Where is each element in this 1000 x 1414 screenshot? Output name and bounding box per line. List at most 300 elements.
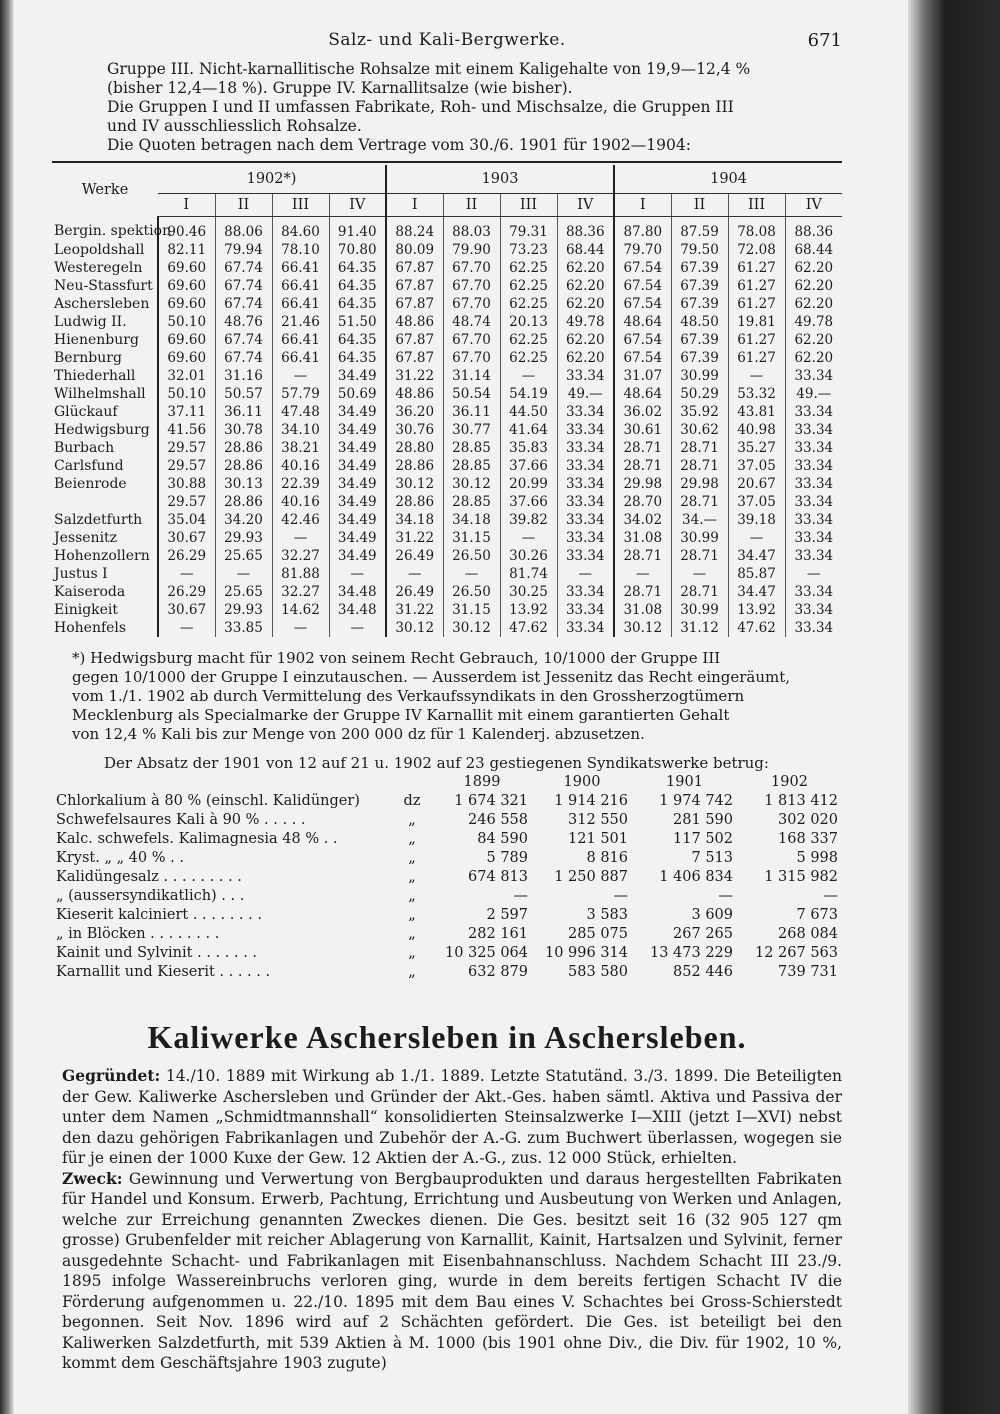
- page-number: 671: [807, 30, 842, 51]
- sales-value: 739 731: [778, 963, 838, 980]
- werk-name: Wilhelmshall: [54, 385, 146, 402]
- quota-value: 87.80: [614, 217, 671, 242]
- running-title: Salz- und Kali-Bergwerke.: [328, 30, 566, 50]
- quota-value: 34.49: [329, 547, 386, 565]
- sales-label: Kryst. „ „ 40 % . .: [56, 849, 184, 866]
- quota-value: —: [500, 367, 557, 385]
- werk-name: Ludwig II.: [54, 313, 127, 330]
- quota-value: 37.66: [500, 457, 557, 475]
- quota-value: 61.27: [728, 259, 785, 277]
- quota-value: 69.60: [158, 331, 215, 349]
- quota-value: 33.34: [785, 439, 842, 457]
- quota-value: 34.49: [329, 475, 386, 493]
- sales-year: 1902: [771, 773, 808, 790]
- quota-row: [52, 367, 842, 385]
- founded-text: 14./10. 1889 mit Wirkung ab 1./1. 1889. Letzte Statutänd. 3./3. 1899. Die Beteiligten der Gew. Kaliwerke Aschersleben und Gründer der Akt.-Ges. haben sämtl. Aktiva und Passiva der unter dem Namen „Schmidtmannshall“ konsolidierten Steinsalzwerke I—XIII (jetzt I—XVI) nebst den dazu gehörigen Fabrikanlagen und Zubehör der A.-G. zum Buchwert überlassen, wogegen sie für je einen der 1000 Kuxe der Gew. 12 Aktien der A.-G., zus. 12 000 Stück, erhielten.: [62, 1067, 842, 1167]
- quota-value: 34.—: [671, 511, 728, 529]
- quota-value: 79.31: [500, 217, 557, 242]
- quota-value: 33.34: [557, 547, 614, 565]
- quota-table: [52, 165, 842, 637]
- quota-value: 31.12: [671, 619, 728, 637]
- sales-unit: „: [408, 811, 416, 828]
- quota-value: 32.01: [158, 367, 215, 385]
- sales-row: [52, 962, 842, 981]
- quota-value: 67.74: [215, 259, 272, 277]
- quota-value: 49.—: [785, 385, 842, 403]
- footnote-line: Mecklenburg als Specialmarke der Gruppe IV Karnallit mit einem garantierten Gehalt: [72, 706, 730, 724]
- quota-value: 30.78: [215, 421, 272, 439]
- sales-row: [52, 943, 842, 962]
- sales-value: —: [718, 887, 733, 904]
- quota-value: 88.36: [785, 217, 842, 242]
- sales-value: 852 446: [673, 963, 733, 980]
- quota-value: 31.08: [614, 601, 671, 619]
- sales-year: 1900: [563, 773, 601, 790]
- sales-value: 267 265: [673, 925, 733, 942]
- quota-value: 30.25: [500, 583, 557, 601]
- sales-value: 3 583: [586, 906, 628, 923]
- quota-value: 66.41: [272, 331, 329, 349]
- sales-year: 1899: [463, 773, 501, 790]
- intro-line: und IV ausschliesslich Rohsalze.: [107, 117, 362, 135]
- sales-label: Schwefelsaures Kali à 90 % . . . . .: [56, 811, 306, 828]
- quota-value: —: [671, 565, 728, 583]
- quota-value: 62.20: [785, 277, 842, 295]
- quota-value: 30.76: [386, 421, 443, 439]
- quota-value: 34.49: [329, 403, 386, 421]
- quota-value: 79.94: [215, 241, 272, 259]
- quota-row: [52, 547, 842, 565]
- quota-value: 53.32: [728, 385, 785, 403]
- quota-value: 62.20: [785, 331, 842, 349]
- quota-value: 30.99: [671, 529, 728, 547]
- quota-value: 31.15: [443, 529, 500, 547]
- quota-value: 33.34: [557, 511, 614, 529]
- quota-value: 32.27: [272, 583, 329, 601]
- quota-row: [52, 421, 842, 439]
- quota-row: [52, 457, 842, 475]
- sales-label: Kalidüngesalz . . . . . . . . .: [56, 868, 242, 885]
- quota-value: 31.14: [443, 367, 500, 385]
- quota-value: 67.70: [443, 331, 500, 349]
- purpose-text: Gewinnung und Verwertung von Bergbauprodukten und daraus hergestellten Fabrikaten für Handel und Konsum. Erwerb, Pachtung, Errichtung und Ausbeutung von Werken und Anlagen, welche zur Erreichung genannten Zweckes dienen. Die Ges. besitzt seit 16 (32 905 127 qm grosse) Grubenfelder mit reicher Ablagerung von Karnallit, Kainit, Hartsalzen und Sylvinit, ferner ausgedehnte Schacht- und Fabrikanlagen mit Eisenbahnanschluss. Nachdem Schacht III 23./9. 1895 infolge Wassereinbruchs verloren ging, wurde in dem bereits fertigen Schacht IV die Förderung aufgenommen u. 22./10. 1895 mit dem Bau eines V. Schachtes bei Gross-Schierstedt begonnen. Seit Nov. 1896 wird auf 2 Schächten gefördert. Die Ges. ist beteiligt bei den Kaliwerken Salzdetfurth, mit 539 Aktien à M. 1000 (bis 1901 ohne Div., die Div. für 1902, 10 %, kommt dem Geschäftsjahre 1903 zugute): [62, 1169, 842, 1372]
- quota-value: 51.50: [329, 313, 386, 331]
- quota-value: 33.34: [557, 439, 614, 457]
- sales-unit: „: [408, 906, 416, 923]
- quota-value: 35.92: [671, 403, 728, 421]
- sales-value: 1 315 982: [764, 868, 838, 885]
- quota-value: 62.20: [557, 277, 614, 295]
- quota-value: 31.08: [614, 529, 671, 547]
- quota-value: 33.34: [785, 457, 842, 475]
- quota-value: 29.93: [215, 601, 272, 619]
- sales-unit: „: [408, 849, 416, 866]
- quota-value: 78.08: [728, 217, 785, 242]
- quota-value: 50.69: [329, 385, 386, 403]
- quota-value: 47.48: [272, 403, 329, 421]
- quota-value: 54.19: [500, 385, 557, 403]
- quota-value: 25.65: [215, 583, 272, 601]
- quota-value: 36.20: [386, 403, 443, 421]
- quota-row: [52, 331, 842, 349]
- werk-name: Einigkeit: [54, 601, 119, 618]
- quota-value: 36.11: [215, 403, 272, 421]
- quota-value: 67.87: [386, 277, 443, 295]
- quota-value: 19.81: [728, 313, 785, 331]
- quota-value: 28.71: [671, 547, 728, 565]
- sales-value: 121 501: [568, 830, 628, 847]
- quota-value: 30.26: [500, 547, 557, 565]
- quota-value: 34.18: [386, 511, 443, 529]
- quota-value: 50.57: [215, 385, 272, 403]
- quota-value: 30.99: [671, 601, 728, 619]
- quota-value: 91.40: [329, 217, 386, 242]
- quota-row: [52, 493, 842, 511]
- quota-row: [52, 385, 842, 403]
- quota-row: [52, 217, 842, 242]
- quota-value: 31.22: [386, 601, 443, 619]
- quota-value: 34.47: [728, 547, 785, 565]
- quota-row: [52, 349, 842, 367]
- group-header: II: [443, 194, 500, 217]
- quota-value: 64.35: [329, 259, 386, 277]
- group-header: II: [671, 194, 728, 217]
- werk-name: Thiederhall: [54, 367, 136, 384]
- quota-row: [52, 583, 842, 601]
- quota-value: 29.57: [158, 457, 215, 475]
- sales-row: [52, 848, 842, 867]
- quota-value: 29.98: [614, 475, 671, 493]
- quota-value: 26.49: [386, 547, 443, 565]
- quota-value: 90.46: [158, 217, 215, 242]
- quota-value: 81.88: [272, 565, 329, 583]
- quota-row: [52, 601, 842, 619]
- quota-value: 34.49: [329, 421, 386, 439]
- quota-value: 67.70: [443, 295, 500, 313]
- running-head: [52, 30, 842, 60]
- quota-value: 48.74: [443, 313, 500, 331]
- quota-value: 31.15: [443, 601, 500, 619]
- quota-value: 47.62: [728, 619, 785, 637]
- footnote-line: von 12,4 % Kali bis zur Menge von 200 000 dz für 1 Kalenderj. abzusetzen.: [72, 725, 645, 743]
- quota-row: [52, 403, 842, 421]
- sales-unit: „: [408, 925, 416, 942]
- quota-value: 69.60: [158, 259, 215, 277]
- quota-value: —: [386, 565, 443, 583]
- quota-value: 34.18: [443, 511, 500, 529]
- quota-value: 48.76: [215, 313, 272, 331]
- sales-table: [52, 772, 842, 981]
- quota-value: 29.93: [215, 529, 272, 547]
- sales-value: —: [513, 887, 528, 904]
- quota-value: 28.71: [614, 547, 671, 565]
- quota-value: 33.34: [557, 475, 614, 493]
- quota-value: 30.88: [158, 475, 215, 493]
- group-header: IV: [785, 194, 842, 217]
- quota-value: 67.87: [386, 295, 443, 313]
- quota-value: 26.29: [158, 547, 215, 565]
- quota-value: 34.49: [329, 457, 386, 475]
- quota-value: 66.41: [272, 349, 329, 367]
- quota-value: 20.67: [728, 475, 785, 493]
- divider: [52, 161, 842, 163]
- page: [52, 30, 842, 1374]
- quota-value: 49.78: [557, 313, 614, 331]
- quota-value: 33.34: [785, 547, 842, 565]
- quota-row: [52, 619, 842, 637]
- quota-value: 67.87: [386, 331, 443, 349]
- quota-value: 33.85: [215, 619, 272, 637]
- quota-value: 68.44: [785, 241, 842, 259]
- quota-value: 67.74: [215, 331, 272, 349]
- sales-value: 1 250 887: [554, 868, 628, 885]
- sales-unit: „: [408, 830, 416, 847]
- sales-value: 10 996 314: [544, 944, 628, 961]
- quota-value: —: [785, 565, 842, 583]
- quota-value: 49.—: [557, 385, 614, 403]
- quota-value: 62.20: [557, 295, 614, 313]
- quota-value: 33.34: [785, 601, 842, 619]
- sales-value: 285 075: [568, 925, 628, 942]
- werk-name: Kaiseroda: [54, 583, 126, 600]
- quota-value: 64.35: [329, 331, 386, 349]
- quota-value: 34.02: [614, 511, 671, 529]
- quota-value: 26.50: [443, 547, 500, 565]
- quota-value: 31.22: [386, 367, 443, 385]
- quota-value: 29.57: [158, 493, 215, 511]
- quota-value: 20.13: [500, 313, 557, 331]
- quota-value: 62.25: [500, 277, 557, 295]
- quota-value: 37.66: [500, 493, 557, 511]
- werk-name: Neu-Stassfurt: [54, 277, 153, 294]
- sales-row: [52, 791, 842, 810]
- quota-value: 28.71: [671, 439, 728, 457]
- sales-value: 282 161: [468, 925, 528, 942]
- quota-value: 67.39: [671, 349, 728, 367]
- quota-row: [52, 511, 842, 529]
- quota-value: 67.70: [443, 277, 500, 295]
- quota-value: 69.60: [158, 277, 215, 295]
- quota-value: 81.74: [500, 565, 557, 583]
- werk-name: Jessenitz: [54, 529, 118, 546]
- group-header: IV: [557, 194, 614, 217]
- quota-value: 33.34: [557, 583, 614, 601]
- footnote-line: vom 1./1. 1902 ab durch Vermittelung des Verkaufssyndikats in den Grossherzogtümern: [72, 687, 745, 705]
- intro-line: Die Gruppen I und II umfassen Fabrikate, Roh- und Mischsalze, die Gruppen III: [107, 98, 734, 116]
- quota-value: —: [329, 619, 386, 637]
- quota-value: 33.34: [785, 619, 842, 637]
- werk-name: Bergin. spektion: [54, 223, 172, 240]
- sales-value: 1 674 321: [454, 792, 528, 809]
- quota-value: 28.86: [215, 493, 272, 511]
- quota-value: 67.74: [215, 349, 272, 367]
- quota-row: [52, 439, 842, 457]
- quota-value: 48.50: [671, 313, 728, 331]
- werk-name: Hohenfels: [54, 619, 127, 636]
- quota-value: 62.20: [785, 349, 842, 367]
- quota-value: —: [272, 529, 329, 547]
- quota-value: 30.12: [614, 619, 671, 637]
- quota-value: 67.54: [614, 349, 671, 367]
- quota-value: —: [158, 619, 215, 637]
- sales-value: 10 325 064: [444, 944, 528, 961]
- quota-value: —: [272, 619, 329, 637]
- sales-year: 1901: [666, 773, 703, 790]
- quota-value: 31.22: [386, 529, 443, 547]
- quota-value: 35.83: [500, 439, 557, 457]
- quota-value: 26.49: [386, 583, 443, 601]
- werk-name: Salzdetfurth: [54, 511, 143, 528]
- quota-row: [52, 475, 842, 493]
- quota-value: 67.74: [215, 277, 272, 295]
- werk-name: Hedwigsburg: [54, 421, 150, 438]
- sales-value: 5 789: [486, 849, 528, 866]
- quota-value: 33.34: [557, 421, 614, 439]
- sales-value: 117 502: [673, 830, 733, 847]
- quota-value: 33.34: [557, 619, 614, 637]
- sales-value: 7 673: [796, 906, 838, 923]
- quota-value: 34.48: [329, 601, 386, 619]
- quota-value: 34.20: [215, 511, 272, 529]
- quota-value: 72.08: [728, 241, 785, 259]
- quota-value: 48.86: [386, 385, 443, 403]
- year-header: 1902*): [246, 170, 297, 187]
- founded-label: Gegründet:: [62, 1066, 161, 1085]
- werk-name: Carlsfund: [54, 457, 124, 474]
- quota-value: 67.87: [386, 349, 443, 367]
- quota-value: 82.11: [158, 241, 215, 259]
- werk-name: Justus I: [54, 565, 108, 582]
- quota-value: 69.60: [158, 349, 215, 367]
- quota-value: 37.05: [728, 457, 785, 475]
- quota-value: 44.50: [500, 403, 557, 421]
- company-heading: Kaliwerke Aschersleben in Aschersleben.: [147, 1019, 747, 1055]
- quota-value: 28.71: [614, 457, 671, 475]
- quota-value: 62.20: [557, 331, 614, 349]
- purpose-label: Zweck:: [62, 1168, 123, 1188]
- quota-value: 28.85: [443, 493, 500, 511]
- quota-value: 34.49: [329, 493, 386, 511]
- quota-value: 88.36: [557, 217, 614, 242]
- quota-value: 30.99: [671, 367, 728, 385]
- quota-value: 48.64: [614, 385, 671, 403]
- sales-value: 281 590: [673, 811, 733, 828]
- sales-value: 246 558: [468, 811, 528, 828]
- quota-value: 39.82: [500, 511, 557, 529]
- quota-value: 34.48: [329, 583, 386, 601]
- quota-value: 35.27: [728, 439, 785, 457]
- sales-value: 5 998: [796, 849, 838, 866]
- quota-value: 30.12: [386, 619, 443, 637]
- quota-value: 32.27: [272, 547, 329, 565]
- quota-value: 37.11: [158, 403, 215, 421]
- intro-text: [52, 60, 842, 155]
- quota-value: 69.60: [158, 295, 215, 313]
- quota-value: 30.12: [386, 475, 443, 493]
- quota-value: 61.27: [728, 277, 785, 295]
- quota-value: 28.71: [671, 457, 728, 475]
- sales-year-row: [52, 772, 842, 791]
- quota-value: 33.34: [785, 421, 842, 439]
- quota-value: 40.98: [728, 421, 785, 439]
- sales-label: „ (aussersyndikatlich) . . .: [56, 887, 245, 904]
- quota-value: 62.20: [785, 259, 842, 277]
- quota-value: 34.49: [329, 367, 386, 385]
- quota-value: 67.39: [671, 331, 728, 349]
- quota-value: 62.20: [557, 259, 614, 277]
- werk-name: Beienrode: [54, 475, 127, 492]
- sales-unit: „: [408, 944, 416, 961]
- sales-row: [52, 867, 842, 886]
- quota-value: 85.87: [728, 565, 785, 583]
- quota-value: 28.86: [386, 457, 443, 475]
- sales-value: 8 816: [586, 849, 628, 866]
- quota-value: 22.39: [272, 475, 329, 493]
- quota-value: 26.50: [443, 583, 500, 601]
- sales-row: [52, 924, 842, 943]
- sales-unit: dz: [403, 792, 421, 809]
- sales-row: [52, 810, 842, 829]
- quota-value: 64.35: [329, 349, 386, 367]
- quota-value: —: [272, 367, 329, 385]
- quota-value: 67.39: [671, 259, 728, 277]
- founded-paragraph: [62, 1066, 842, 1169]
- quota-value: —: [728, 367, 785, 385]
- sales-value: 632 879: [468, 963, 528, 980]
- quota-value: 36.11: [443, 403, 500, 421]
- quota-value: 29.57: [158, 439, 215, 457]
- purpose-paragraph: [62, 1169, 842, 1374]
- quota-value: 57.79: [272, 385, 329, 403]
- quota-value: 50.29: [671, 385, 728, 403]
- quota-value: 62.25: [500, 295, 557, 313]
- quota-value: 33.34: [557, 529, 614, 547]
- quota-value: 48.86: [386, 313, 443, 331]
- quota-value: 47.62: [500, 619, 557, 637]
- quota-value: 67.54: [614, 331, 671, 349]
- quota-value: 30.67: [158, 601, 215, 619]
- sales-unit: „: [408, 887, 416, 904]
- quota-value: 30.62: [671, 421, 728, 439]
- quota-value: 73.23: [500, 241, 557, 259]
- quota-value: 67.70: [443, 259, 500, 277]
- quota-value: 34.49: [329, 511, 386, 529]
- quota-value: —: [614, 565, 671, 583]
- group-header: II: [215, 194, 272, 217]
- quota-value: 33.34: [785, 529, 842, 547]
- quota-value: 62.20: [785, 295, 842, 313]
- sales-label: Kalc. schwefels. Kalimagnesia 48 % . .: [56, 830, 338, 847]
- quota-value: 49.78: [785, 313, 842, 331]
- quota-value: 28.71: [671, 493, 728, 511]
- quota-value: —: [557, 565, 614, 583]
- quota-value: 36.02: [614, 403, 671, 421]
- quota-value: 66.41: [272, 295, 329, 313]
- sales-value: 7 513: [691, 849, 733, 866]
- quota-value: 30.67: [158, 529, 215, 547]
- company-description: [52, 1066, 842, 1374]
- quota-value: 28.71: [671, 583, 728, 601]
- quota-value: —: [443, 565, 500, 583]
- sales-table-body: [52, 772, 842, 981]
- werk-name: Burbach: [54, 439, 115, 456]
- sales-value: 583 580: [568, 963, 628, 980]
- quota-value: 30.12: [443, 619, 500, 637]
- sales-value: 168 337: [778, 830, 838, 847]
- quota-row: [52, 259, 842, 277]
- quota-value: 88.06: [215, 217, 272, 242]
- werke-header: Werke: [81, 182, 129, 199]
